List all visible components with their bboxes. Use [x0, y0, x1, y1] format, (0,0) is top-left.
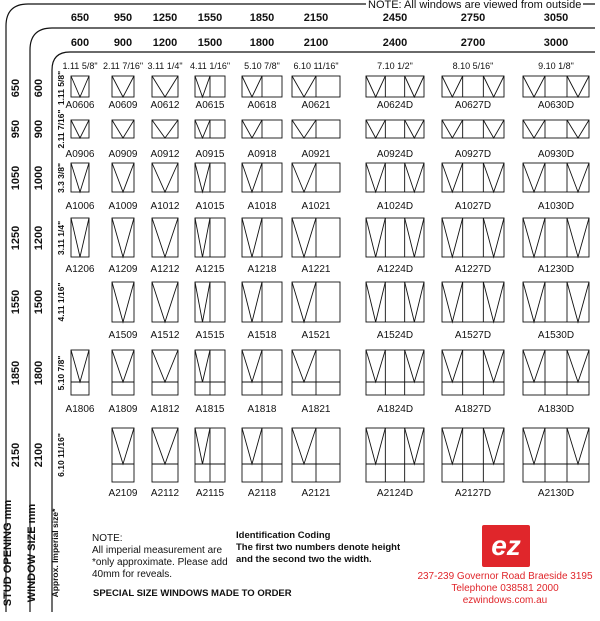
window-width-900: 900: [113, 37, 133, 49]
window-height-1200: 1200: [33, 225, 45, 251]
imperial-width: 4.11 1/16": [189, 61, 231, 71]
window-code-A2118: A2118: [247, 488, 277, 499]
window-code-A0927D: A0927D: [454, 149, 492, 160]
window-diagram: [292, 76, 340, 97]
window-code-A0906: A0906: [65, 149, 95, 160]
window-code-A0921: A0921: [301, 149, 331, 160]
window-diagram: [242, 163, 282, 192]
window-code-A1509: A1509: [108, 330, 138, 341]
window-diagram: [152, 282, 178, 322]
window-code-A1515: A1515: [195, 330, 225, 341]
window-diagram: [366, 120, 424, 138]
window-code-A1815: A1815: [195, 404, 225, 415]
imperial-height: 3.3 3/8": [56, 162, 66, 194]
stud-height-1850: 1850: [10, 360, 22, 386]
note-line: 40mm for reveals.: [92, 569, 173, 580]
window-diagram: [195, 428, 225, 482]
window-code-A1024D: A1024D: [376, 201, 414, 212]
stud-width-950: 950: [113, 12, 133, 24]
window-diagram: [442, 163, 504, 192]
window-diagram: [523, 282, 589, 322]
window-diagram: [112, 120, 134, 138]
window-width-2700: 2700: [460, 37, 486, 49]
stud-height-1050: 1050: [10, 165, 22, 191]
stud-height-950: 950: [10, 119, 22, 139]
imperial-height: 1.11 5/8": [56, 70, 66, 106]
window-diagram: [112, 218, 134, 257]
window-code-A2124D: A2124D: [376, 488, 414, 499]
imperial-width: 9.10 1/8": [538, 61, 574, 71]
window-diagram: [292, 428, 340, 482]
window-height-2100: 2100: [33, 442, 45, 468]
window-code-A2130D: A2130D: [537, 488, 575, 499]
window-code-A1212: A1212: [150, 264, 180, 275]
window-code-A0606: A0606: [65, 100, 95, 111]
imperial-width: 6.10 11/16": [293, 61, 339, 71]
window-code-A1030D: A1030D: [537, 201, 575, 212]
window-code-A0624D: A0624D: [376, 100, 414, 111]
window-code-A1827D: A1827D: [454, 404, 492, 415]
window-code-A1021: A1021: [301, 201, 331, 212]
window-diagram: [366, 428, 424, 482]
window-width-2400: 2400: [382, 37, 408, 49]
window-diagram: [195, 350, 225, 395]
window-diagram: [112, 282, 134, 322]
window-width-2100: 2100: [303, 37, 329, 49]
window-code-A0918: A0918: [247, 149, 277, 160]
stud-height-1250: 1250: [10, 225, 22, 251]
imperial-width: 8.10 5/16": [452, 61, 494, 71]
window-width-1800: 1800: [249, 37, 275, 49]
imperial-width: 7.10 1/2": [377, 61, 413, 71]
window-code-A1824D: A1824D: [376, 404, 414, 415]
window-diagram: [71, 120, 89, 138]
window-diagram: [195, 120, 225, 138]
window-diagram: [442, 218, 504, 257]
window-diagram: [442, 428, 504, 482]
window-diagram: [442, 350, 504, 395]
imperial-height: 3.11 1/4": [56, 220, 66, 256]
window-diagram: [195, 76, 225, 97]
window-code-A1527D: A1527D: [454, 330, 492, 341]
note-line: *only approximate. Please add: [92, 557, 228, 568]
stud-width-650: 650: [70, 12, 90, 24]
window-code-A1818: A1818: [247, 404, 277, 415]
window-diagram: [242, 218, 282, 257]
imperial-height: 2.11 7/16": [56, 109, 66, 149]
window-code-A0912: A0912: [150, 149, 180, 160]
imperial-height: 4.11 1/16": [56, 282, 66, 322]
window-code-A2127D: A2127D: [454, 488, 492, 499]
window-code-A1806: A1806: [65, 404, 95, 415]
window-code-A0924D: A0924D: [376, 149, 414, 160]
stud-width-1850: 1850: [249, 12, 275, 24]
window-diagram: [442, 120, 504, 138]
window-height-600: 600: [33, 78, 45, 98]
top-note: NOTE: All windows are viewed from outside: [368, 0, 582, 11]
window-height-900: 900: [33, 119, 45, 139]
window-diagram: [195, 218, 225, 257]
window-size-label: WINDOW SIZE mm: [26, 503, 38, 603]
stud-width-1550: 1550: [197, 12, 223, 24]
window-diagram: [292, 218, 340, 257]
window-code-A1015: A1015: [195, 201, 225, 212]
window-width-3000: 3000: [543, 37, 569, 49]
window-diagram: [152, 218, 178, 257]
window-diagram: [71, 350, 89, 395]
window-code-A1006: A1006: [65, 201, 95, 212]
imperial-width: 3.11 1/4": [147, 61, 183, 71]
window-height-1500: 1500: [33, 289, 45, 315]
special-size-note: SPECIAL SIZE WINDOWS MADE TO ORDER: [93, 588, 292, 599]
window-diagram: [152, 76, 178, 97]
imperial-height: 5.10 7/8": [56, 355, 66, 391]
note-line: All imperial measurement are: [92, 545, 223, 556]
identification-coding: [236, 530, 400, 566]
window-height-1000: 1000: [33, 165, 45, 191]
stud-width-2150: 2150: [303, 12, 329, 24]
window-diagram: [292, 350, 340, 395]
window-diagram: [71, 218, 89, 257]
window-diagram: [366, 282, 424, 322]
window-code-A0627D: A0627D: [454, 100, 492, 111]
window-code-A1227D: A1227D: [454, 264, 492, 275]
ident-title: Identification Coding: [236, 530, 331, 541]
ident-line: and the second two the width.: [236, 554, 372, 565]
window-code-A1009: A1009: [108, 201, 138, 212]
window-code-A0618: A0618: [247, 100, 277, 111]
window-diagram: [523, 428, 589, 482]
window-diagram: [523, 76, 589, 97]
window-diagram: [152, 120, 178, 138]
window-diagram: [523, 163, 589, 192]
stud-height-650: 650: [10, 78, 22, 98]
window-diagram: [71, 163, 89, 192]
window-diagram: [112, 428, 134, 482]
window-code-A0621: A0621: [301, 100, 331, 111]
stud-height-1550: 1550: [10, 289, 22, 315]
window-code-A2109: A2109: [108, 488, 138, 499]
window-diagram: [292, 282, 340, 322]
imperial-note: [92, 533, 228, 581]
imperial-width: 2.11 7/16": [102, 61, 144, 71]
stud-width-3050: 3050: [543, 12, 569, 24]
window-code-A1518: A1518: [247, 330, 277, 341]
window-diagram: [292, 163, 340, 192]
window-code-A0609: A0609: [108, 100, 138, 111]
company-website[interactable]: ezwindows.com.au: [462, 595, 548, 606]
window-diagram: [242, 120, 282, 138]
window-diagram: [366, 163, 424, 192]
window-diagram: [152, 350, 178, 395]
window-code-A1812: A1812: [150, 404, 180, 415]
window-diagram: [242, 282, 282, 322]
window-code-A1224D: A1224D: [376, 264, 414, 275]
window-code-A1809: A1809: [108, 404, 138, 415]
window-code-A0915: A0915: [195, 149, 225, 160]
stud-width-2450: 2450: [382, 12, 408, 24]
window-code-A0909: A0909: [108, 149, 138, 160]
window-code-A2115: A2115: [195, 488, 225, 499]
window-code-A1018: A1018: [247, 201, 277, 212]
approx-imperial-label: Approx. Imperial size*: [50, 508, 60, 598]
window-diagram: [195, 163, 225, 192]
window-diagram: [242, 350, 282, 395]
window-diagram: [366, 76, 424, 97]
ez-logo: ez: [482, 525, 530, 567]
imperial-height: 6.10 11/16": [56, 433, 66, 477]
window-diagram: [112, 350, 134, 395]
window-width-1500: 1500: [197, 37, 223, 49]
window-diagram: [523, 218, 589, 257]
window-code-A1012: A1012: [150, 201, 180, 212]
window-code-A1512: A1512: [150, 330, 180, 341]
window-diagram: [442, 76, 504, 97]
company-phone: Telephone 038581 2000: [451, 583, 559, 594]
window-code-A1206: A1206: [65, 264, 95, 275]
window-height-1800: 1800: [33, 360, 45, 386]
imperial-width: 5.10 7/8": [244, 61, 280, 71]
company-address: 237-239 Governor Road Braeside 3195: [417, 571, 593, 582]
window-code-A0930D: A0930D: [537, 149, 575, 160]
window-code-A0612: A0612: [150, 100, 180, 111]
window-diagram: [152, 428, 178, 482]
window-code-A1830D: A1830D: [537, 404, 575, 415]
stud-opening-label: STUD OPENING mm: [2, 499, 14, 607]
window-code-A1521: A1521: [301, 330, 331, 341]
imperial-width: 1.11 5/8": [62, 61, 98, 71]
window-diagram: [523, 350, 589, 395]
window-diagram: [366, 350, 424, 395]
window-code-A1530D: A1530D: [537, 330, 575, 341]
stud-height-2150: 2150: [10, 442, 22, 468]
window-diagram: [442, 282, 504, 322]
note-title: NOTE:: [92, 533, 123, 544]
stud-width-1250: 1250: [152, 12, 178, 24]
window-code-A1821: A1821: [301, 404, 331, 415]
window-code-A1027D: A1027D: [454, 201, 492, 212]
window-diagram: [242, 428, 282, 482]
window-diagram: [71, 76, 89, 97]
outer-frame-line: [6, 4, 595, 612]
window-diagram: [242, 76, 282, 97]
window-code-A2121: A2121: [301, 488, 331, 499]
window-width-1200: 1200: [152, 37, 178, 49]
window-diagram: [152, 163, 178, 192]
window-code-A1221: A1221: [301, 264, 331, 275]
window-code-A1230D: A1230D: [537, 264, 575, 275]
stud-width-2750: 2750: [460, 12, 486, 24]
window-diagram: [292, 120, 340, 138]
window-code-A2112: A2112: [150, 488, 180, 499]
window-diagram: [195, 282, 225, 322]
window-code-A1215: A1215: [195, 264, 225, 275]
window-code-A1209: A1209: [108, 264, 138, 275]
window-diagram: [523, 120, 589, 138]
window-code-A1218: A1218: [247, 264, 277, 275]
window-code-A0630D: A0630D: [537, 100, 575, 111]
window-diagram: [112, 163, 134, 192]
window-code-A1524D: A1524D: [376, 330, 414, 341]
ident-line: The first two numbers denote height: [236, 542, 401, 553]
window-code-A0615: A0615: [195, 100, 225, 111]
window-diagram: [366, 218, 424, 257]
window-width-600: 600: [70, 37, 90, 49]
window-diagram: [112, 76, 134, 97]
